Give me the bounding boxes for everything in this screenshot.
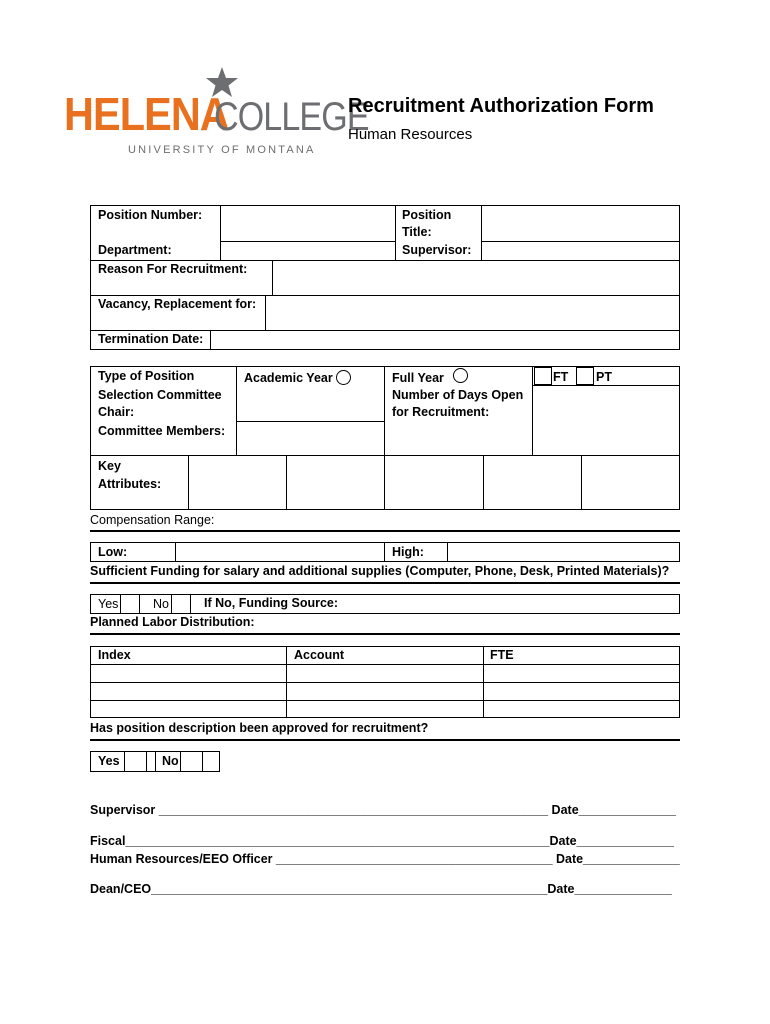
position-number-field[interactable]: [221, 206, 394, 241]
logo-subtitle: UNIVERSITY OF MONTANA: [128, 144, 316, 156]
reason-label: Reason For Recruitment:: [98, 262, 248, 276]
signature-hr[interactable]: Human Resources/EEO Officer ________________________________________ Date______________: [90, 852, 680, 866]
key-attribute-field-5[interactable]: [582, 456, 679, 510]
approval-no-checkbox[interactable]: [180, 751, 203, 772]
position-title-label-1: Position: [402, 208, 452, 222]
signature-supervisor[interactable]: Supervisor ________________________________________________________ Date______________: [90, 803, 676, 817]
funding-yes-label: Yes: [98, 597, 119, 611]
compensation-heading: Compensation Range:: [90, 513, 215, 527]
days-open-field[interactable]: [533, 386, 679, 455]
funding-question: Sufficient Funding for salary and additional supplies (Computer, Phone, Desk, Printed Materials)?: [90, 564, 670, 578]
termination-field[interactable]: [211, 331, 679, 349]
table-cell[interactable]: [287, 665, 483, 682]
funding-no-checkbox[interactable]: [171, 594, 191, 614]
key-attributes-label-1: Key: [98, 459, 121, 473]
supervisor-field[interactable]: [482, 242, 679, 260]
supervisor-label: Supervisor:: [402, 243, 472, 257]
pt-checkbox[interactable]: [576, 367, 594, 385]
table-cell[interactable]: [287, 683, 483, 700]
divider: [90, 633, 680, 635]
table-cell[interactable]: [484, 683, 679, 700]
funding-yes-checkbox[interactable]: [120, 594, 140, 614]
pt-label: PT: [596, 370, 612, 384]
selection-committee-label: Selection Committee: [98, 388, 222, 402]
table-cell[interactable]: [91, 683, 286, 700]
signature-fiscal[interactable]: Fiscal_____________________________________________________________Date______________: [90, 834, 674, 848]
signature-dean[interactable]: Dean/CEO_________________________________________________________Date______________: [90, 882, 672, 896]
chair-field[interactable]: [237, 386, 383, 421]
position-title-label-2: Title:: [402, 225, 432, 239]
academic-year-radio[interactable]: [336, 370, 351, 385]
department-field[interactable]: [221, 242, 394, 260]
low-field[interactable]: [176, 543, 384, 561]
vacancy-field[interactable]: [266, 296, 679, 330]
full-year-radio[interactable]: [453, 368, 468, 383]
key-attribute-field-3[interactable]: [385, 456, 483, 510]
chair-label: Chair:: [98, 405, 135, 419]
days-open-label-1: Number of Days Open: [392, 388, 524, 402]
logo-name-bold: HELENA: [64, 88, 229, 140]
department-label: Department:: [98, 243, 172, 257]
table-cell[interactable]: [484, 701, 679, 718]
key-attribute-field-4[interactable]: [484, 456, 581, 510]
approval-yes-label: Yes: [98, 754, 120, 768]
position-title-field[interactable]: [482, 206, 679, 241]
key-attributes-label-2: Attributes:: [98, 477, 162, 491]
column-index: Index: [98, 648, 131, 662]
reason-field[interactable]: [273, 261, 679, 295]
logo: [64, 66, 369, 162]
key-attribute-field-1[interactable]: [189, 456, 286, 510]
key-attribute-field-2[interactable]: [287, 456, 384, 510]
ft-checkbox[interactable]: [534, 367, 552, 385]
column-fte: FTE: [490, 648, 514, 662]
table-cell[interactable]: [484, 665, 679, 682]
funding-source-label: If No, Funding Source:: [204, 596, 339, 610]
committee-members-field[interactable]: [237, 422, 383, 455]
full-year-label: Full Year: [392, 371, 444, 385]
ft-label: FT: [553, 370, 569, 384]
committee-members-label: Committee Members:: [98, 424, 226, 438]
divider: [90, 530, 680, 532]
vacancy-label: Vacancy, Replacement for:: [98, 297, 257, 311]
approval-no-label: No: [162, 754, 179, 768]
column-account: Account: [294, 648, 344, 662]
termination-label: Termination Date:: [98, 332, 204, 346]
table-cell[interactable]: [91, 665, 286, 682]
high-label: High:: [392, 545, 424, 559]
type-of-position-label: Type of Position: [98, 369, 195, 383]
logo-name-light: COLLEGE: [214, 95, 369, 139]
low-label: Low:: [98, 545, 128, 559]
labor-heading: Planned Labor Distribution:: [90, 615, 255, 629]
days-open-label-2: for Recruitment:: [392, 405, 490, 419]
table-cell[interactable]: [91, 701, 286, 718]
funding-no-label: No: [153, 597, 169, 611]
approval-question: Has position description been approved for recruitment?: [90, 721, 429, 735]
high-field[interactable]: [448, 543, 679, 561]
form-subtitle: Human Resources: [348, 126, 473, 143]
position-number-label: Position Number:: [98, 208, 203, 222]
form-title: Recruitment Authorization Form: [348, 95, 654, 117]
divider: [90, 739, 680, 741]
funding-source-field[interactable]: [334, 595, 679, 613]
divider: [90, 582, 680, 584]
table-cell[interactable]: [287, 701, 483, 718]
approval-yes-checkbox[interactable]: [124, 751, 147, 772]
academic-year-label: Academic Year: [244, 371, 333, 385]
